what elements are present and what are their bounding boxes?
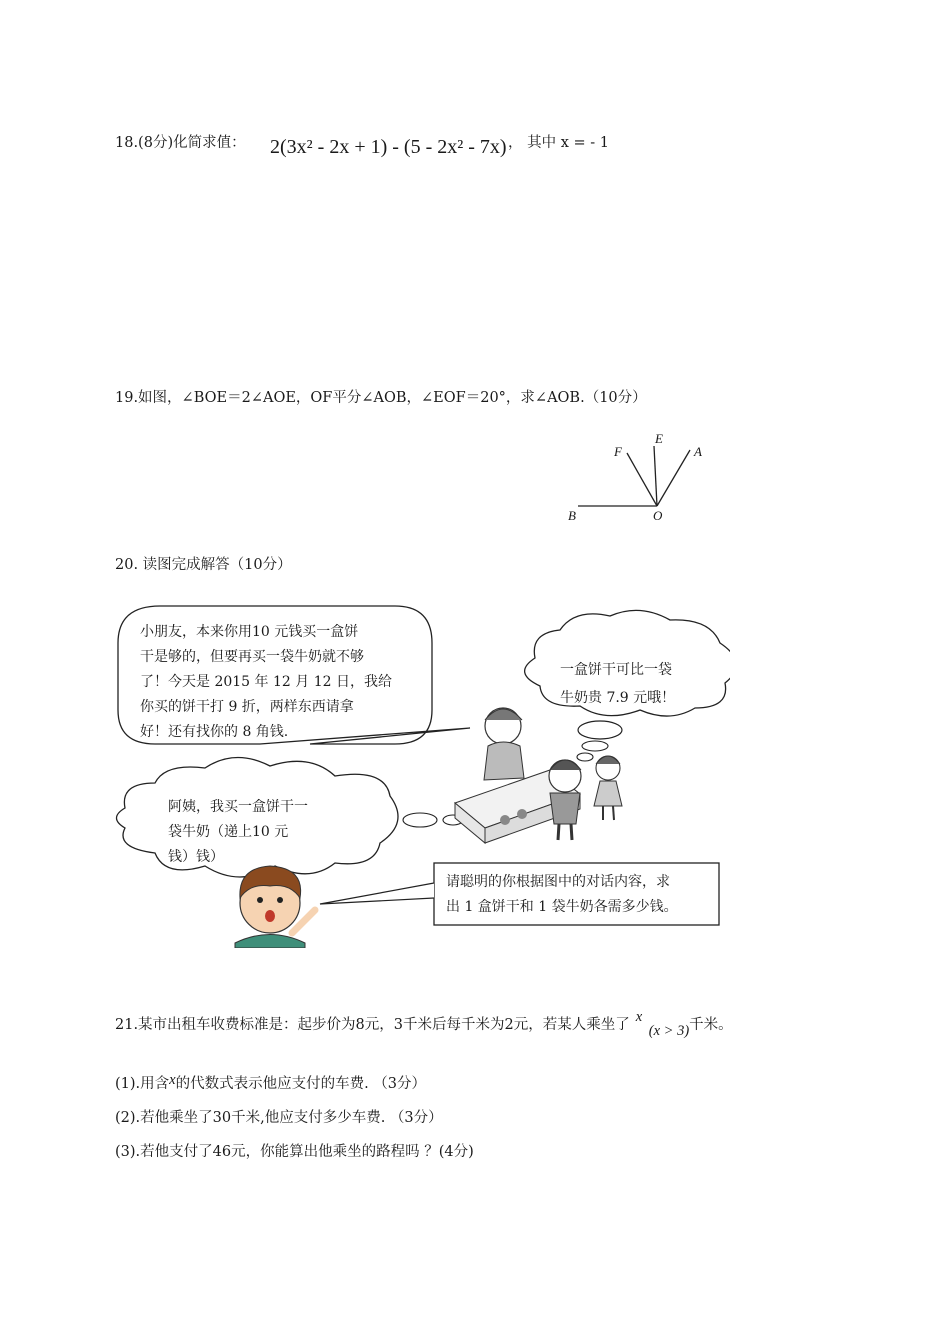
q21-part1-a: (1).用含 bbox=[115, 1076, 170, 1092]
boy-line: 钱）钱） bbox=[168, 849, 224, 865]
thought-dot bbox=[403, 813, 437, 827]
label-E: E bbox=[655, 431, 663, 446]
q21-part1 bbox=[115, 1072, 426, 1093]
girl-speech-text bbox=[560, 656, 720, 712]
q18-expression: 2(3x² - 2x + 1) - (5 - 2x² - 7x) bbox=[270, 136, 507, 158]
q21-part1-b: 的代数式表示他应支付的车费. （3分） bbox=[175, 1076, 427, 1092]
boy-figure bbox=[235, 866, 315, 948]
clerk-line: 了！今天是 2015 年 12 月 12 日，我给 bbox=[140, 674, 392, 690]
boy-line: 袋牛奶（递上10 元 bbox=[168, 824, 289, 840]
q18-condition: ， 其中 x = - 1 bbox=[508, 135, 609, 151]
clerk-line: 干是够的，但要再买一袋牛奶就不够 bbox=[140, 649, 364, 665]
little-girl-figure bbox=[594, 756, 622, 820]
q20-title: 20. 读图完成解答（10分） bbox=[115, 557, 292, 573]
q21-stem bbox=[115, 1009, 733, 1039]
q21-stem-end: 千米。 bbox=[689, 1017, 733, 1033]
clerk-line: 小朋友，本来你用10 元钱买一盒饼 bbox=[140, 624, 359, 640]
q21-part1-var: x bbox=[169, 1072, 176, 1088]
pointer-arrow bbox=[320, 883, 434, 904]
info-line: 请聪明的你根据图中的对话内容，求 bbox=[446, 874, 670, 890]
q19-text: 19.如图，∠BOE＝2∠AOE，OF平分∠AOB，∠EOF＝20°，求∠AOB.（10分） bbox=[115, 390, 647, 406]
q21-part3: (3).若他支付了46元，你能算出他乘坐的路程吗 ？(4分) bbox=[115, 1144, 474, 1160]
clerk-speech-text bbox=[140, 620, 440, 745]
label-F: F bbox=[614, 444, 622, 459]
clerk-line: 好！还有找你的 8 角钱. bbox=[140, 724, 289, 740]
label-B: B bbox=[568, 508, 576, 523]
label-A: A bbox=[694, 444, 702, 459]
info-line: 出 1 盒饼干和 1 袋牛奶各需多少钱。 bbox=[446, 899, 678, 915]
boy-speech-text bbox=[168, 795, 348, 870]
label-O: O bbox=[653, 508, 663, 523]
boy-line: 阿姨，我买一盒饼干一 bbox=[168, 799, 308, 815]
shop-clerk-figure bbox=[484, 708, 524, 780]
clerk-line: 你买的饼干打 9 折，两样东西请拿 bbox=[140, 699, 354, 715]
ray-of bbox=[627, 453, 657, 506]
thought-dot bbox=[578, 721, 622, 739]
angle-figure bbox=[560, 428, 720, 528]
girl-line: 牛奶贵 7.9 元哦！ bbox=[560, 690, 676, 706]
q21-condition: (x > 3) bbox=[648, 1023, 690, 1039]
thought-dot bbox=[577, 753, 593, 761]
q21-stem-text: 21.某市出租车收费标准是：起步价为8元，3千米后每千米为2元，若某人乘坐了 bbox=[115, 1017, 630, 1033]
q21-variable: x bbox=[635, 1009, 643, 1025]
ray-oe bbox=[654, 446, 657, 506]
thought-dot bbox=[582, 741, 608, 751]
ray-oa bbox=[657, 450, 690, 506]
girl-line: 一盒饼干可比一袋 bbox=[560, 662, 672, 678]
q18-prefix: 18.(8分)化简求值： bbox=[115, 135, 246, 151]
info-box-text bbox=[446, 870, 726, 920]
child-at-counter bbox=[549, 760, 581, 840]
q21-part2: (2).若他乘坐了30千米,他应支付多少车费. （3分） bbox=[115, 1110, 443, 1126]
